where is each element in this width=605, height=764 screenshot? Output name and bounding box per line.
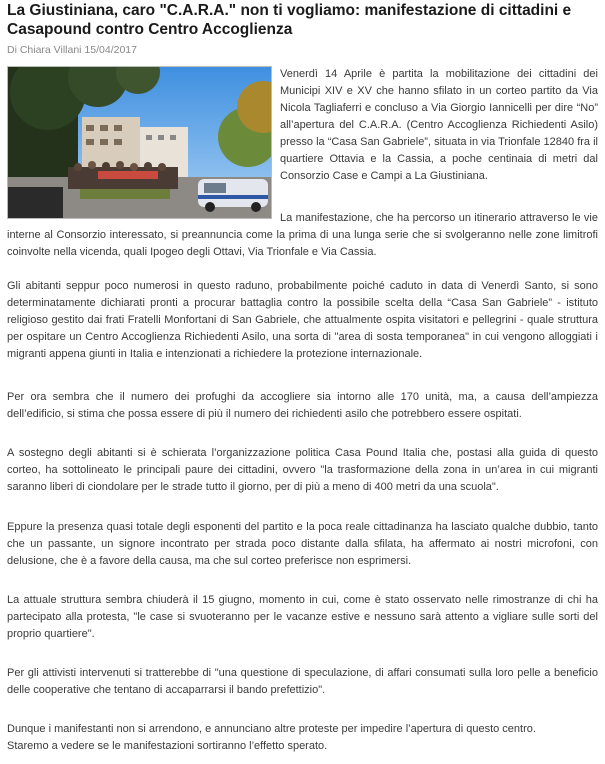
- paragraph: Staremo a vedere se le manifestazioni sortiranno l’effetto sperato.: [7, 740, 328, 752]
- paragraph: La attuale struttura sembra chiuderà il 15 giugno, momento in cui, come è stato osservato nelle rimostranze di chi ha partecipato alla protesta, "le case si svuoteranno per le vacanze estive e nessuno sarà attento a vigliare sulle sorti del proprio quartiere".: [7, 594, 598, 640]
- paragraph: Dunque i manifestanti non si arrendono, e annunciano altre proteste per impedire l’apertura di questo centro.: [7, 723, 536, 735]
- paragraph: A sostegno degli abitanti si è schierata l’organizzazione politica Casa Pound Italia che, postasi alla guida di questo corteo, ha sottolineato le principali paure dei cittadini, ovvero "la trasformazione della zona in un’area in cui migranti saranno liberi di ciondolare per le strade tutto il giorno, per di più a meno di 400 metri da una scuola".: [7, 447, 598, 493]
- paragraph: Eppure la presenza quasi totale degli esponenti del partito e la poca reale cittadinanza ha lasciato qualche dubbio, tanto che un passante, un signore incontrato per strada poco distante dalla sfilata, ha affermato ai nostri microfoni, con delusione, che è a favore della causa, ma che sul corteo preferisce non esprimersi.: [7, 521, 598, 567]
- article-title: La Giustiniana, caro "C.A.R.A." non ti vogliamo: manifestazione di cittadini e Casapound contro Centro Accoglienza: [7, 2, 572, 38]
- paragraph: Gli abitanti seppur poco numerosi in questo raduno, probabilmente poiché caduto in data di Venerdì Santo, si sono determinatamente dichiarati pronti a procurar battaglia contro la possibile scelta della “Casa San Gabriele” - istituto religioso gestito dai frati Fratelli Monfortani di San Gabriele, che attualmente ospita visitatori e pellegrini - quale struttura per ospitare un Centro Accoglienza Richiedenti Asilo, una sorta di "area di sosta temporanea" in cui vengono alloggiati i migranti appena giunti in Italia e intenzionati a richiedere la protezione internazionale.: [7, 280, 598, 360]
- paragraph: La manifestazione, che ha percorso un itinerario attraverso le vie interne al Consorzio interessato, si preannuncia come la prima di una lunga serie che si svolgeranno nelle zone limitrofi coinvolte nella vicenda, quali Ipogeo degli Ottavi, Via Trionfale e Via Cassia.: [7, 212, 598, 258]
- paragraph: Per ora sembra che il numero dei profughi da accogliere sia intorno alle 170 unità, ma, a causa dell’ampiezza dell’edificio, si stima che possa essere di più il numero dei richiedenti asilo che potrebbero essere ospitati.: [7, 391, 598, 420]
- paragraph: Per gli attivisti intervenuti si tratterebbe di "una questione di speculazione, di affari consumati sulla loro pelle a beneficio delle cooperative che tentano di accaparrarsi il bando prefettizio".: [7, 667, 598, 696]
- paragraph: Venerdì 14 Aprile è partita la mobilitazione dei cittadini dei Municipi XIV e XV che hanno sfilato in un corteo partito da Via Nicola Tagliaferri e concluso a Via Giorgio Iannicelli per dire “No” all’apertura del C.A.R.A. (Centro Accoglienza Richiedenti Asilo) presso la “Casa San Gabriele”, situata in via Trionfale 12840 fra il quartiere Ottavia e la Cassia, a poche centinaia di metri dal Consorzio Case e Campi a La Giustiniana.: [280, 68, 598, 182]
- article-byline: Di Chiara Villani 15/04/2017: [7, 44, 137, 56]
- article-photo: [7, 66, 272, 219]
